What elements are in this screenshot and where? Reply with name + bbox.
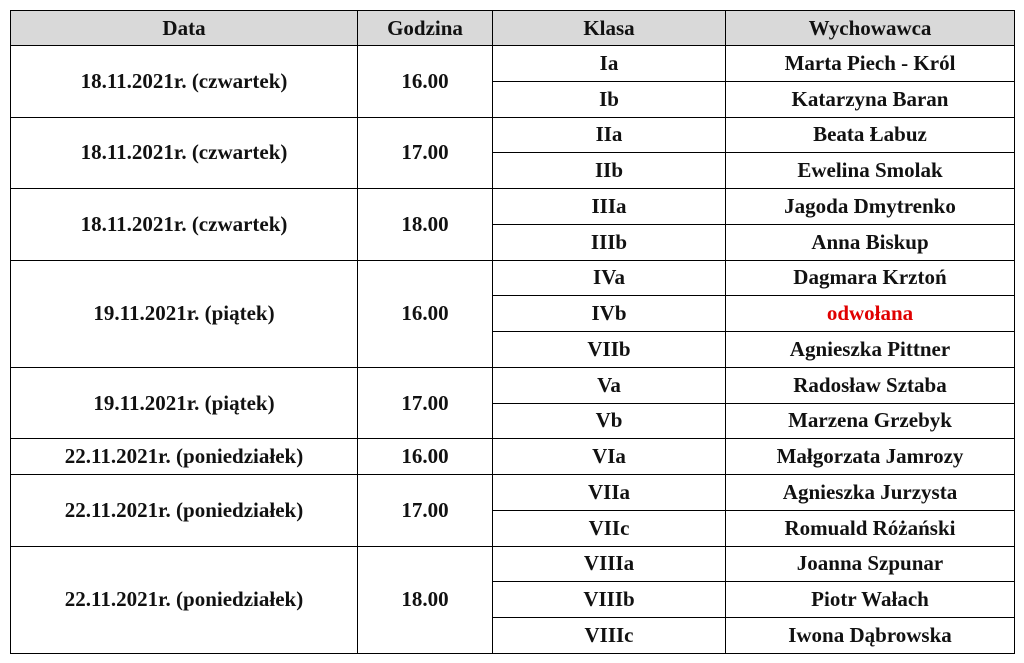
class-cell: VIIb: [493, 332, 726, 368]
teacher-cell: Katarzyna Baran: [726, 81, 1015, 117]
meetings-schedule-table: [10, 10, 1015, 654]
teacher-cell: Marzena Grzebyk: [726, 403, 1015, 439]
time-cell: 16.00: [358, 46, 493, 118]
teacher-cell: Jagoda Dmytrenko: [726, 189, 1015, 225]
time-cell: 18.00: [358, 189, 493, 261]
class-cell: IVa: [493, 260, 726, 296]
time-cell: 17.00: [358, 367, 493, 439]
teacher-cell: Romuald Różański: [726, 510, 1015, 546]
class-cell: VIIIb: [493, 582, 726, 618]
date-cell: 18.11.2021r. (czwartek): [11, 117, 358, 189]
teacher-cell: Dagmara Krztoń: [726, 260, 1015, 296]
date-cell: 18.11.2021r. (czwartek): [11, 46, 358, 118]
class-cell: IIb: [493, 153, 726, 189]
header-time: Godzina: [358, 11, 493, 46]
teacher-cell: Beata Łabuz: [726, 117, 1015, 153]
header-date: Data: [11, 11, 358, 46]
date-cell: 18.11.2021r. (czwartek): [11, 189, 358, 261]
header-row: [11, 11, 1015, 46]
table-row: [11, 475, 1015, 511]
cancelled-status: odwołana: [726, 296, 1015, 332]
table-row: [11, 117, 1015, 153]
class-cell: VIa: [493, 439, 726, 475]
teacher-cell: Ewelina Smolak: [726, 153, 1015, 189]
time-cell: 16.00: [358, 260, 493, 367]
table-body: [11, 46, 1015, 654]
class-cell: IIIa: [493, 189, 726, 225]
class-cell: Ia: [493, 46, 726, 82]
time-cell: 16.00: [358, 439, 493, 475]
teacher-cell: Radosław Sztaba: [726, 367, 1015, 403]
class-cell: VIIc: [493, 510, 726, 546]
teacher-cell: Anna Biskup: [726, 224, 1015, 260]
teacher-cell: Joanna Szpunar: [726, 546, 1015, 582]
header-teacher: Wychowawca: [726, 11, 1015, 46]
table-header: [11, 11, 1015, 46]
class-cell: VIIIc: [493, 618, 726, 654]
teacher-cell: Agnieszka Pittner: [726, 332, 1015, 368]
table-row: [11, 546, 1015, 582]
teacher-cell: Małgorzata Jamrozy: [726, 439, 1015, 475]
teacher-cell: Iwona Dąbrowska: [726, 618, 1015, 654]
class-cell: Vb: [493, 403, 726, 439]
class-cell: Va: [493, 367, 726, 403]
table-row: [11, 260, 1015, 296]
class-cell: VIIa: [493, 475, 726, 511]
class-cell: IIIb: [493, 224, 726, 260]
table-row: [11, 46, 1015, 82]
class-cell: VIIIa: [493, 546, 726, 582]
teacher-cell: Marta Piech - Król: [726, 46, 1015, 82]
time-cell: 17.00: [358, 117, 493, 189]
date-cell: 19.11.2021r. (piątek): [11, 260, 358, 367]
time-cell: 17.00: [358, 475, 493, 547]
teacher-cell: Agnieszka Jurzysta: [726, 475, 1015, 511]
table-row: [11, 189, 1015, 225]
class-cell: IIa: [493, 117, 726, 153]
date-cell: 22.11.2021r. (poniedziałek): [11, 439, 358, 475]
table-row: [11, 367, 1015, 403]
teacher-cell: Piotr Wałach: [726, 582, 1015, 618]
time-cell: 18.00: [358, 546, 493, 653]
table-row: [11, 439, 1015, 475]
date-cell: 22.11.2021r. (poniedziałek): [11, 546, 358, 653]
class-cell: IVb: [493, 296, 726, 332]
date-cell: 22.11.2021r. (poniedziałek): [11, 475, 358, 547]
class-cell: Ib: [493, 81, 726, 117]
header-class: Klasa: [493, 11, 726, 46]
date-cell: 19.11.2021r. (piątek): [11, 367, 358, 439]
